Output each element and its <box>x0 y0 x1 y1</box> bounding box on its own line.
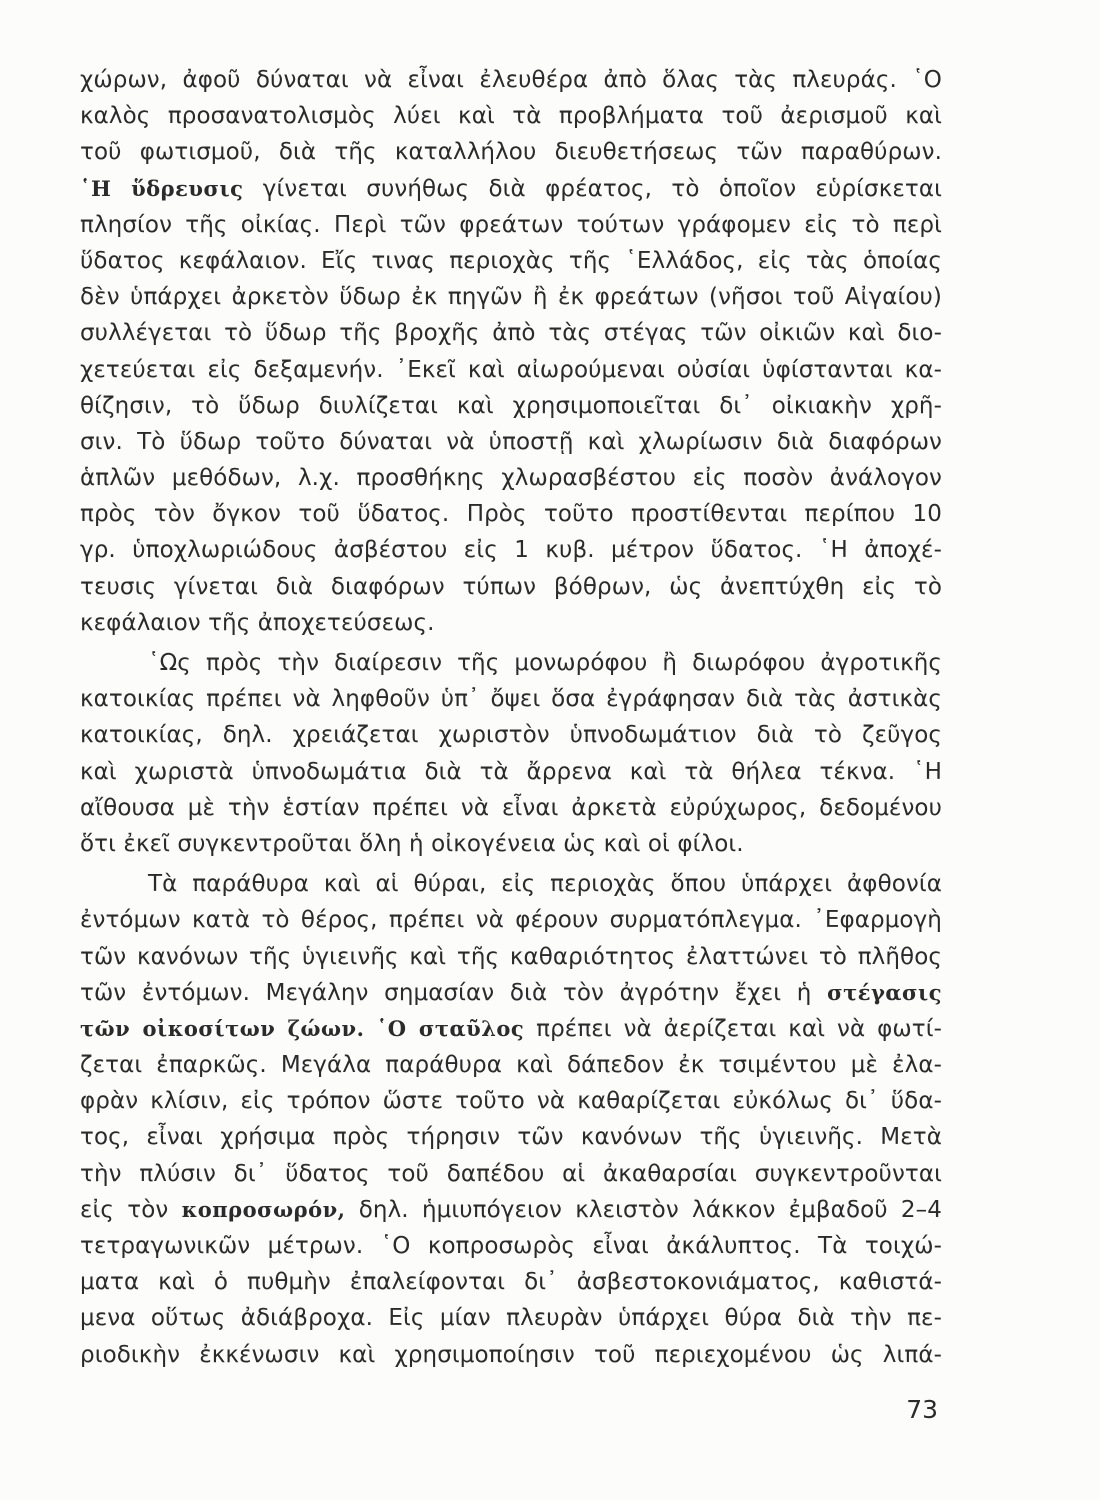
text-line <box>80 826 942 862</box>
text-segment: αἴθουσα μὲ τὴν ἑστίαν πρέπει νὰ εἶναι ἀρκετὰ εὐρύχωρος, δεδομένου <box>80 794 942 821</box>
text-line <box>80 1228 942 1264</box>
text-segment: δηλ. ἡμιυπόγειον κλειστὸν λάκκον ἐμβαδοῦ 2–4 <box>345 1196 942 1223</box>
text-segment: καλὸς προσανατολισμὸς λύει καὶ τὰ προβλήματα τοῦ ἀερισμοῦ καὶ <box>80 103 942 130</box>
text-line <box>80 754 942 790</box>
text-segment: φρὰν κλίσιν, εἰς τρόπον ὥστε τοῦτο νὰ καθαρίζεται εὐκόλως δι᾿ ὕδα- <box>80 1088 942 1115</box>
text-segment: πρὸς τὸν ὄγκον τοῦ ὕδατος. Πρὸς τοῦτο προστίθενται περίπου 10 <box>80 501 942 528</box>
text-segment: δὲν ὑπάρχει ἀρκετὸν ὕδωρ ἐκ πηγῶν ἢ ἐκ φρεάτων (νῆσοι τοῦ Αἰγαίου) <box>80 284 942 311</box>
text-segment: χετεύεται εἰς δεξαμενήν. ᾿Εκεῖ καὶ αἰωρούμεναι οὐσίαι ὑφίστανται κα- <box>80 356 942 383</box>
text-line <box>80 1083 942 1119</box>
text-segment: γίνεται συνήθως διὰ φρέατος, τὸ ὁποῖον εὑρίσκεται <box>243 175 943 202</box>
text-segment: τευσις γίνεται διὰ διαφόρων τύπων βόθρων, ὡς ἀνεπτύχθη εἰς τὸ <box>80 573 942 600</box>
text-line <box>80 134 942 170</box>
text-segment: κατοικίας πρέπει νὰ ληφθοῦν ὑπ᾿ ὄψει ὅσα ἐγράφησαν διὰ τὰς ἀστικὰς <box>80 686 942 713</box>
text-line <box>80 790 942 826</box>
text-segment: γρ. ὑποχλωριώδους ἀσβέστου εἰς 1 κυβ. μέτρον ὕδατος. ῾Η ἀποχέ- <box>80 537 942 564</box>
text-line <box>80 1011 942 1047</box>
text-line <box>80 171 942 207</box>
text-line <box>80 279 942 315</box>
text-line <box>80 1264 942 1300</box>
text-line <box>80 388 942 424</box>
text-segment: εἰς τὸν <box>80 1196 182 1223</box>
text-segment: τετραγωνικῶν μέτρων. ῾Ο κοπροσωρὸς εἶναι ἀκάλυπτος. Τὰ τοιχώ- <box>80 1233 942 1259</box>
text-line <box>80 939 942 975</box>
text-line <box>80 866 942 902</box>
text-line <box>80 569 942 605</box>
text-line <box>80 975 942 1011</box>
text-line <box>80 352 942 388</box>
text-segment: ριοδικὴν ἐκκένωσιν καὶ χρησιμοποίησιν τοῦ περιεχομένου ὡς λιπά- <box>80 1341 942 1368</box>
text-segment: καὶ χωριστὰ ὑπνοδωμάτια διὰ τὰ ἄρρενα καὶ τὰ θήλεα τέκνα. ῾Η <box>80 758 942 785</box>
text-segment: ἐντόμων κατὰ τὸ θέρος, πρέπει νὰ φέρουν συρματόπλεγμα. ᾿Εφαρμογὴ <box>80 907 942 934</box>
text-segment: ῾Ως πρὸς τὴν διαίρεσιν τῆς μονωρόφου ἢ διωρόφου ἀγροτικῆς <box>148 650 942 676</box>
text-segment: τὴν πλύσιν δι᾿ ὕδατος τοῦ δαπέδου αἱ ἀκαθαρσίαι συγκεντροῦνται <box>80 1160 942 1187</box>
text-segment: θίζησιν, τὸ ὕδωρ διυλίζεται καὶ χρησιμοποιεῖται δι᾿ οἰκιακὴν χρῆ- <box>80 392 942 419</box>
text-line <box>80 315 942 351</box>
text-line <box>80 62 942 98</box>
text-segment: τος, εἶναι χρήσιμα πρὸς τήρησιν τῶν κανόνων τῆς ὑγιεινῆς. Μετὰ <box>80 1124 942 1151</box>
text-segment: ζεται ἐπαρκῶς. Μεγάλα παράθυρα καὶ δάπεδον ἐκ τσιμέντου μὲ ἐλα- <box>80 1052 942 1079</box>
text-segment: ὕδατος κεφάλαιον. Εἴς τινας περιοχὰς τῆς ῾Ελλάδος, εἰς τὰς ὁποίας <box>80 247 942 274</box>
text-segment: κεφάλαιον τῆς ἀποχετεύσεως. <box>80 609 435 636</box>
text-segment: συλλέγεται τὸ ὕδωρ τῆς βροχῆς ἀπὸ τὰς στέγας τῶν οἰκιῶν καὶ διο- <box>80 320 942 347</box>
text-line <box>80 1119 942 1155</box>
text-line <box>80 1192 942 1228</box>
text-line <box>80 98 942 134</box>
text-line <box>80 1337 942 1373</box>
text-line <box>80 496 942 532</box>
text-line <box>80 207 942 243</box>
text-segment: πρέπει νὰ ἀερίζεται καὶ νὰ φωτί- <box>524 1015 942 1042</box>
text-line <box>80 424 942 460</box>
page-number: 73 <box>906 1395 938 1424</box>
text-line <box>80 645 942 681</box>
text-segment: μενα οὕτως ἀδιάβροχα. Εἰς μίαν πλευρὰν ὑπάρχει θύρα διὰ τὴν πε- <box>80 1305 942 1332</box>
text-segment: τοῦ φωτισμοῦ, διὰ τῆς καταλλήλου διευθετήσεως τῶν παραθύρων. <box>80 139 942 166</box>
text-line <box>80 1047 942 1083</box>
text-line <box>80 717 942 753</box>
bold-term: τῶν οἰκοσίτων ζώων. ῾Ο σταῦλος <box>80 1015 525 1041</box>
text-line <box>80 243 942 279</box>
text-segment: ὅτι ἐκεῖ συγκεντροῦται ὅλη ἡ οἰκογένεια ὡς καὶ οἱ φίλοι. <box>80 830 744 857</box>
text-segment: τῶν κανόνων τῆς ὑγιεινῆς καὶ τῆς καθαριότητος ἐλαττώνει τὸ πλῆθος <box>80 943 942 970</box>
text-segment: ματα καὶ ὁ πυθμὴν ἐπαλείφονται δι᾿ ἀσβεστοκονιάματος, καθιστά- <box>80 1269 942 1296</box>
bold-term: ῾Η ὕδρευσις <box>80 175 244 201</box>
text-line <box>80 1300 942 1336</box>
text-line <box>80 532 942 568</box>
text-line <box>80 902 942 938</box>
text-line <box>80 681 942 717</box>
text-line <box>80 1156 942 1192</box>
body-text <box>80 62 942 1373</box>
text-segment: τῶν ἐντόμων. Μεγάλην σημασίαν διὰ τὸν ἀγρότην ἔχει ἡ <box>80 979 828 1006</box>
text-segment: ἁπλῶν μεθόδων, λ.χ. προσθήκης χλωρασβέστου εἰς ποσὸν ἀνάλογον <box>80 465 942 492</box>
text-segment: πλησίον τῆς οἰκίας. Περὶ τῶν φρεάτων τούτων γράφομεν εἰς τὸ περὶ <box>80 211 942 238</box>
bold-term: κοπροσωρόν, <box>181 1196 346 1222</box>
text-segment: κατοικίας, δηλ. χρειάζεται χωριστὸν ὑπνοδωμάτιον διὰ τὸ ζεῦγος <box>80 722 942 749</box>
text-line <box>80 605 942 641</box>
text-segment: Τὰ παράθυρα καὶ αἱ θύραι, εἰς περιοχὰς ὅπου ὑπάρχει ἀφθονία <box>148 871 942 898</box>
text-segment: σιν. Τὸ ὕδωρ τοῦτο δύναται νὰ ὑποστῇ καὶ χλωρίωσιν διὰ διαφόρων <box>80 428 942 455</box>
text-segment: χώρων, ἀφοῦ δύναται νὰ εἶναι ἐλευθέρα ἀπὸ ὅλας τὰς πλευράς. ῾Ο <box>80 67 942 93</box>
text-line <box>80 460 942 496</box>
bold-term: στέγασις <box>827 979 942 1005</box>
